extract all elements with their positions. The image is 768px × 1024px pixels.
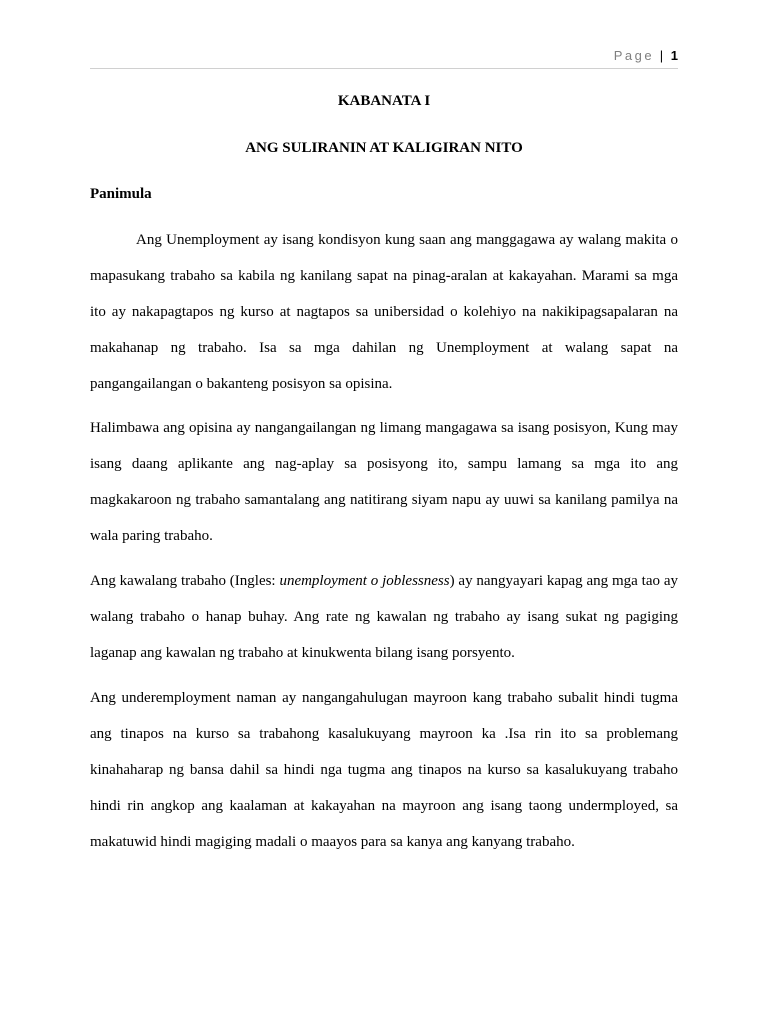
paragraph-3-text-start: Ang kawalang trabaho (Ingles: <box>90 573 280 589</box>
page-header <box>90 46 678 69</box>
chapter-title: ANG SULIRANIN AT KALIGIRAN NITO <box>245 140 523 156</box>
section-heading: Panimula <box>90 186 152 202</box>
page-number: 1 <box>670 48 678 63</box>
paragraph-3-italic-term: unemployment o joblessness <box>279 573 450 589</box>
chapter-heading: KABANATA I <box>337 93 431 109</box>
paragraph-3-text-end: ) ay nangyayari kapag ang mga tao ay walang trabaho o hanap buhay. Ang rate ng kawalan ng trabaho ay isang sukat ng pagiging laganap ang kawalan ng trabaho at kinukwenta bilang isang porsyento. <box>90 573 678 661</box>
page-number-indicator <box>614 48 678 63</box>
paragraph-3 <box>90 563 678 671</box>
paragraph-2: Halimbawa ang opisina ay nangangailangan ng limang mangagawa sa isang posisyon, Kung may isang daang aplikante ang nag-aplay sa posisyong ito, sampu lamang sa mga ito ang magkakaroon ng trabaho samantalang ang natitirang siyam napu ay uuwi sa kanilang pamilya na wala paring trabaho. <box>90 420 678 544</box>
page-label: Page <box>613 48 655 63</box>
paragraph-4: Ang underemployment naman ay nangangahulugan mayroon kang trabaho subalit hindi tugma ang tinapos na kurso sa trabahong kasalukuyang mayroon ka .Isa rin ito sa problemang kinahaharap ng bansa dahil sa hindi nga tugma ang tinapos na kurso sa kasalukuyang trabaho hindi rin angkop ang kaalaman at kakayahan na mayroon ang isang taong undermployed, sa makatuwid hindi magiging madali o maayos para sa kanya ang kanyang trabaho. <box>90 690 678 850</box>
page-separator: | <box>659 48 664 63</box>
paragraph-1: Ang Unemployment ay isang kondisyon kung saan ang manggagawa ay walang makita o mapasukang trabaho sa kabila ng kanilang sapat na pinag-aralan at kakayahan. Marami sa mga ito ay nakapagtapos ng kurso at nagtapos sa unibersidad o kolehiyo na nakikipagsapalaran na makahanap ng trabaho. Isa sa mga dahilan ng Unemployment at walang sapat na pangangailangan o bakanteng posisyon sa opisina. <box>90 232 678 392</box>
